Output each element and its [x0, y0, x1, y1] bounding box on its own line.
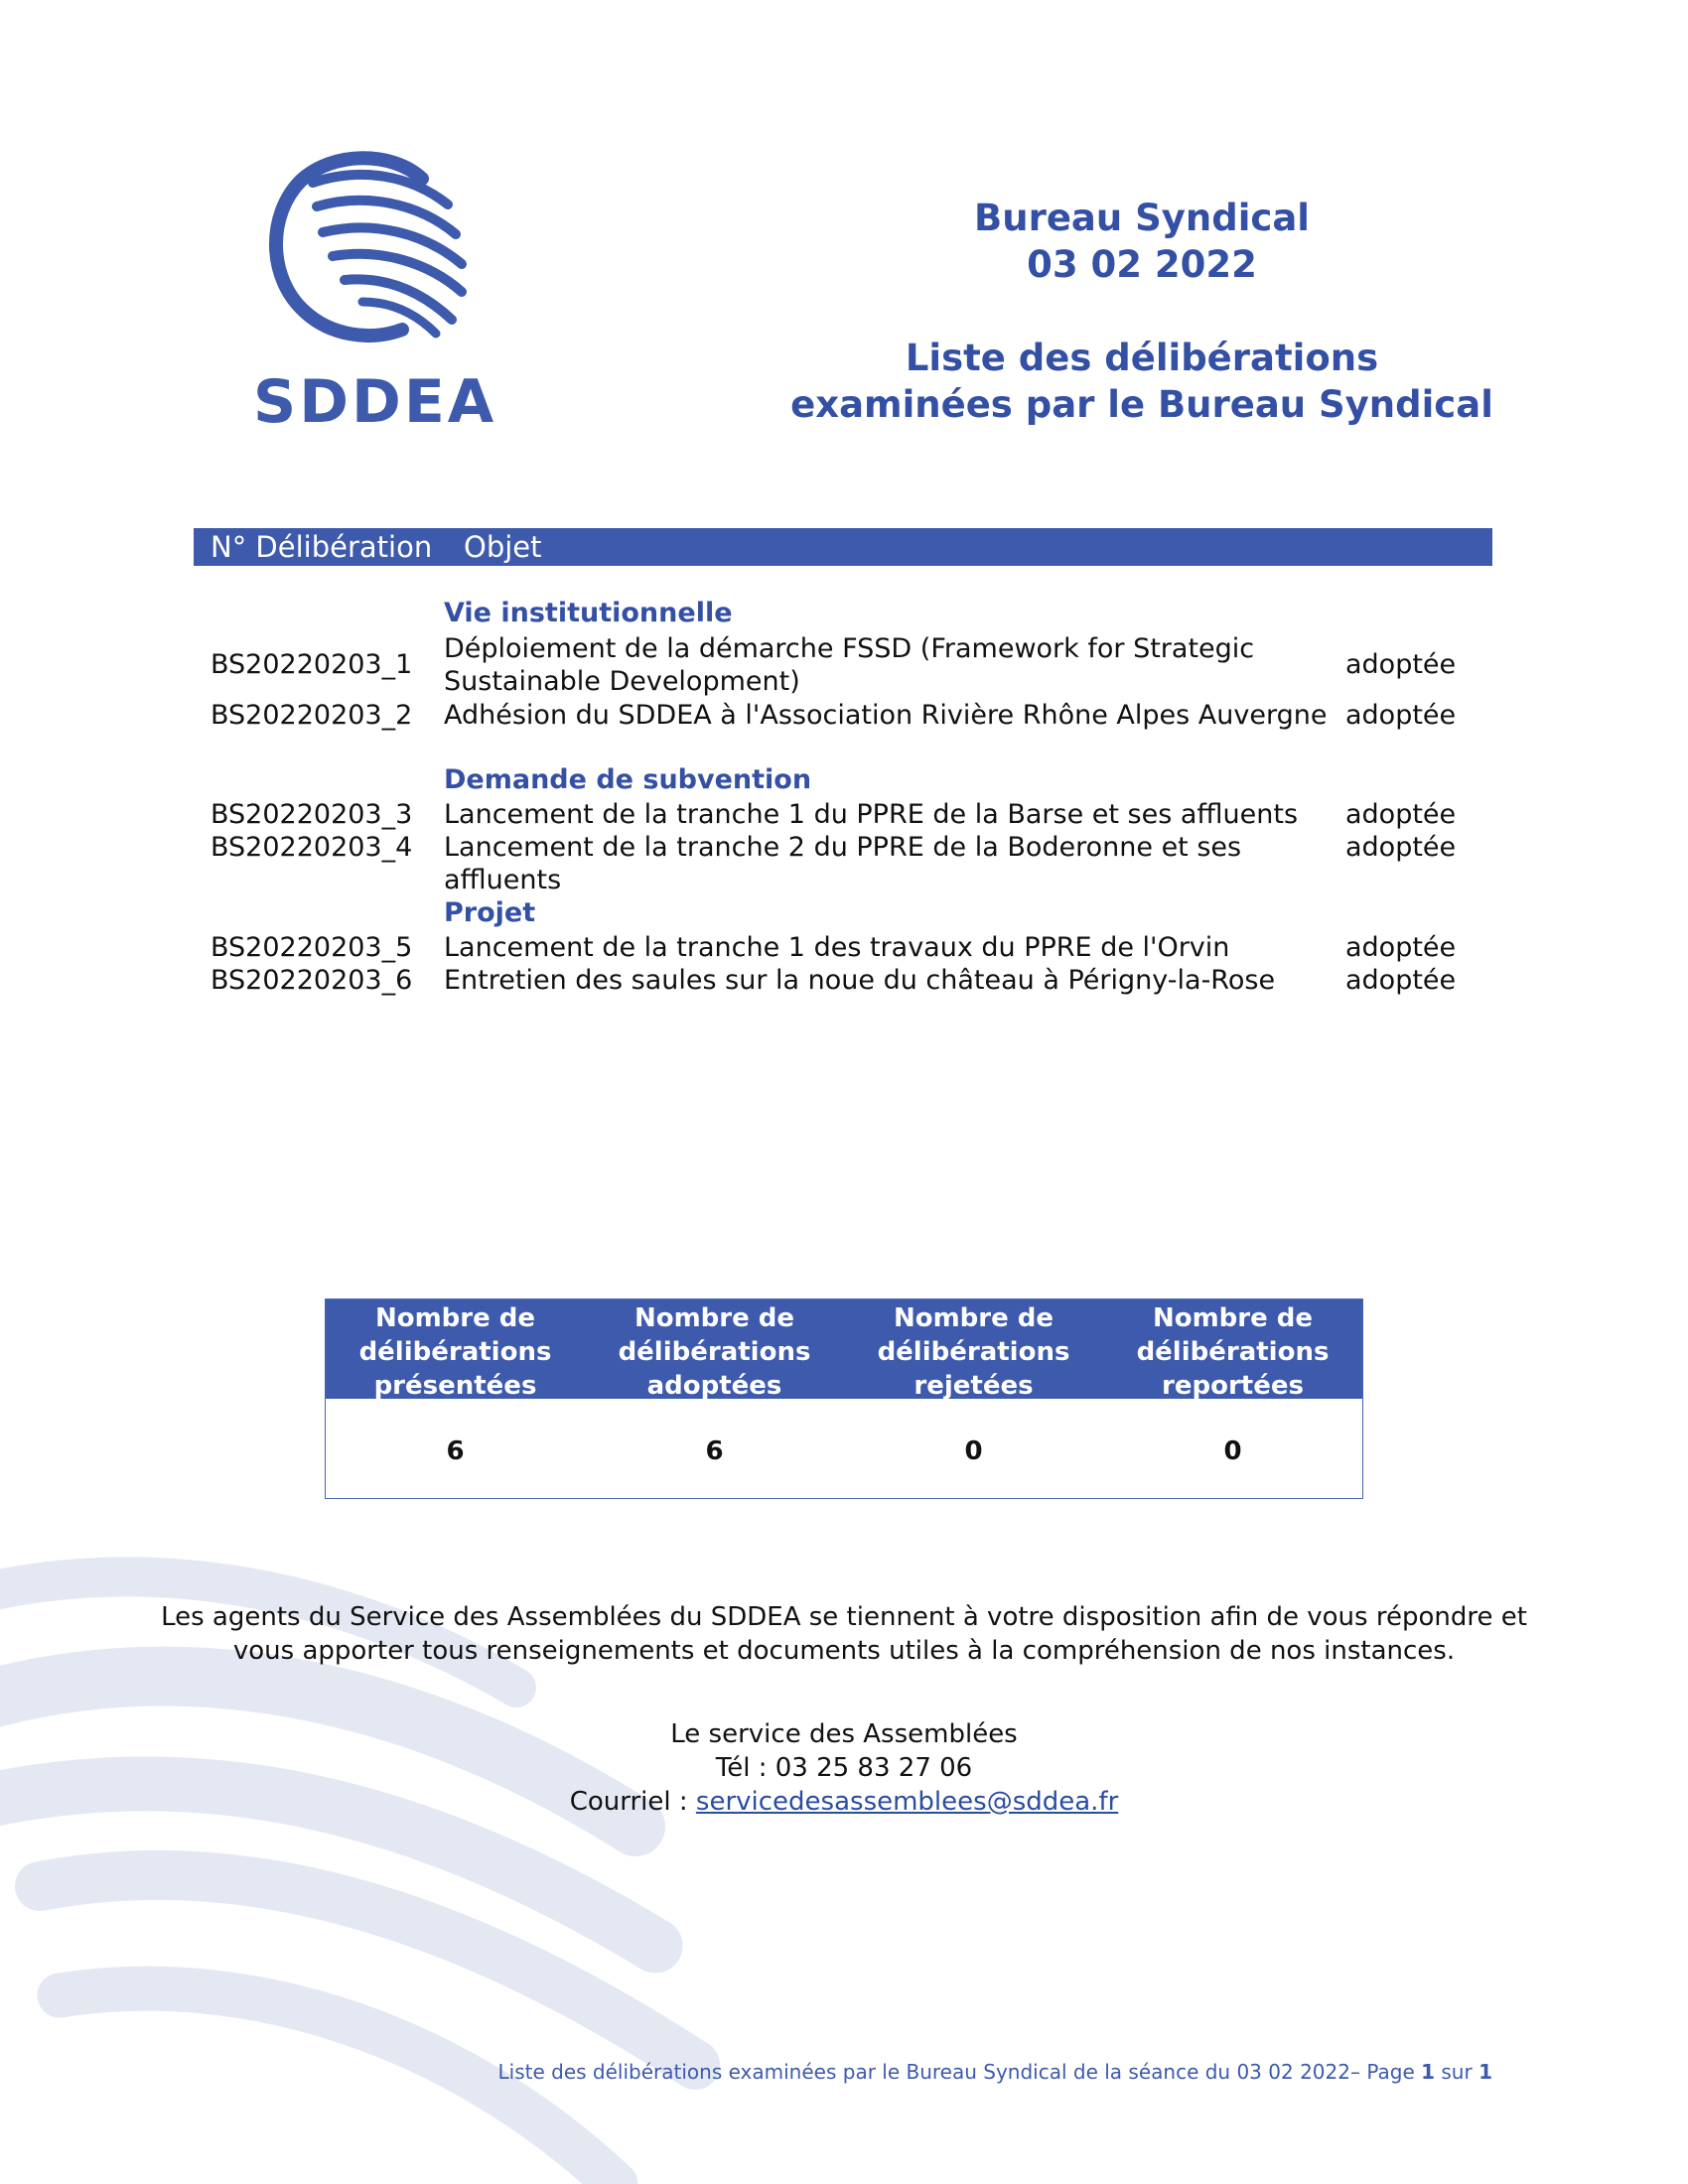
- document-title-line2: examinées par le Bureau Syndical: [790, 383, 1493, 426]
- stat-value: 6: [446, 1436, 465, 1466]
- page-footer: [498, 2060, 1492, 2084]
- section-title: Demande de subvention: [444, 764, 812, 795]
- column-header-number: N° Délibération: [211, 530, 433, 564]
- stat-label-mid: délibérations: [618, 1337, 811, 1367]
- deliberation-object: Lancement de la tranche 1 des travaux du PPRE de l'Orvin: [444, 932, 1230, 963]
- contact-mail-label: Courriel :: [569, 1787, 696, 1817]
- stat-label: présentées: [373, 1371, 537, 1401]
- footer-page-total: 1: [1478, 2060, 1492, 2084]
- stat-label-prefix: Nombre de: [633, 1303, 795, 1333]
- sddea-logo: [253, 147, 497, 445]
- stat-label-prefix: Nombre de: [374, 1303, 536, 1333]
- contact-email-link[interactable]: servicedesassemblees@sddea.fr: [695, 1787, 1119, 1817]
- deliberation-number: BS20220203_2: [211, 700, 413, 731]
- header-date: 03 02 2022: [1027, 243, 1257, 286]
- deliberation-status: adoptée: [1345, 932, 1457, 963]
- stat-value: 0: [1223, 1436, 1242, 1466]
- deliberation-object: Entretien des saules sur la noue du château à Périgny-la-Rose: [444, 965, 1276, 996]
- deliberation-object: Lancement de la tranche 2 du PPRE de la Boderonne et ses affluents: [444, 832, 1242, 895]
- stat-value: 0: [964, 1436, 983, 1466]
- document-title: [774, 335, 1509, 428]
- section-title: Projet: [444, 897, 536, 928]
- deliberation-number: BS20220203_1: [211, 649, 413, 680]
- wave-globe-icon: [253, 147, 492, 355]
- deliberation-number: BS20220203_6: [211, 965, 413, 996]
- info-note-line2: vous apporter tous renseignements et documents utiles à la compréhension de nos instances.: [232, 1636, 1456, 1666]
- footer-sur: sur: [1435, 2060, 1479, 2084]
- stat-label: rejetées: [914, 1371, 1034, 1401]
- deliberation-object: Déploiement de la démarche FSSD (Framework for Strategic Sustainable Development): [444, 633, 1255, 697]
- deliberation-status: adoptée: [1345, 700, 1457, 731]
- header-title: Bureau Syndical: [974, 197, 1310, 239]
- section-title: Vie institutionnelle: [444, 598, 733, 628]
- stat-label-prefix: Nombre de: [1152, 1303, 1314, 1333]
- stat-label-prefix: Nombre de: [893, 1303, 1055, 1333]
- stat-label: reportées: [1162, 1371, 1304, 1401]
- deliberation-status: adoptée: [1345, 965, 1457, 996]
- table-header: [194, 528, 1492, 566]
- stat-label: adoptées: [646, 1371, 782, 1401]
- footer-page-number: 1: [1421, 2060, 1436, 2084]
- stat-value: 6: [705, 1436, 724, 1466]
- deliberation-number: BS20220203_5: [211, 932, 413, 963]
- contact-phone: Tél : 03 25 83 27 06: [715, 1753, 973, 1783]
- contact-block: [348, 1717, 1340, 1819]
- info-note: [149, 1600, 1539, 1668]
- footer-text: Liste des délibérations examinées par le Bureau Syndical de la séance du 03 02 2022– Page: [497, 2060, 1422, 2084]
- contact-service: Le service des Assemblées: [670, 1719, 1018, 1749]
- contact-mail-line: [348, 1785, 1340, 1819]
- stat-label-mid: délibérations: [877, 1337, 1070, 1367]
- deliberation-number: BS20220203_3: [211, 799, 413, 830]
- deliberation-object: Lancement de la tranche 1 du PPRE de la Barse et ses affluents: [444, 799, 1299, 830]
- deliberation-status: adoptée: [1345, 799, 1457, 830]
- document-title-line1: Liste des délibérations: [905, 337, 1379, 379]
- stat-label-mid: délibérations: [1136, 1337, 1330, 1367]
- deliberation-number: BS20220203_4: [211, 832, 413, 863]
- logo-text: SDDEA: [253, 367, 497, 437]
- column-header-object: Objet: [464, 530, 542, 564]
- deliberation-status: adoptée: [1345, 832, 1457, 863]
- deliberation-object: Adhésion du SDDEA à l'Association Rivière Rhône Alpes Auvergne: [444, 700, 1328, 731]
- stats-table: [325, 1298, 1363, 1499]
- deliberation-status: adoptée: [1345, 649, 1457, 680]
- info-note-line1: Les agents du Service des Assemblées du SDDEA se tiennent à votre disposition afin de vous répondre et: [161, 1602, 1527, 1632]
- header-block: [774, 195, 1509, 288]
- stat-label-mid: délibérations: [358, 1337, 552, 1367]
